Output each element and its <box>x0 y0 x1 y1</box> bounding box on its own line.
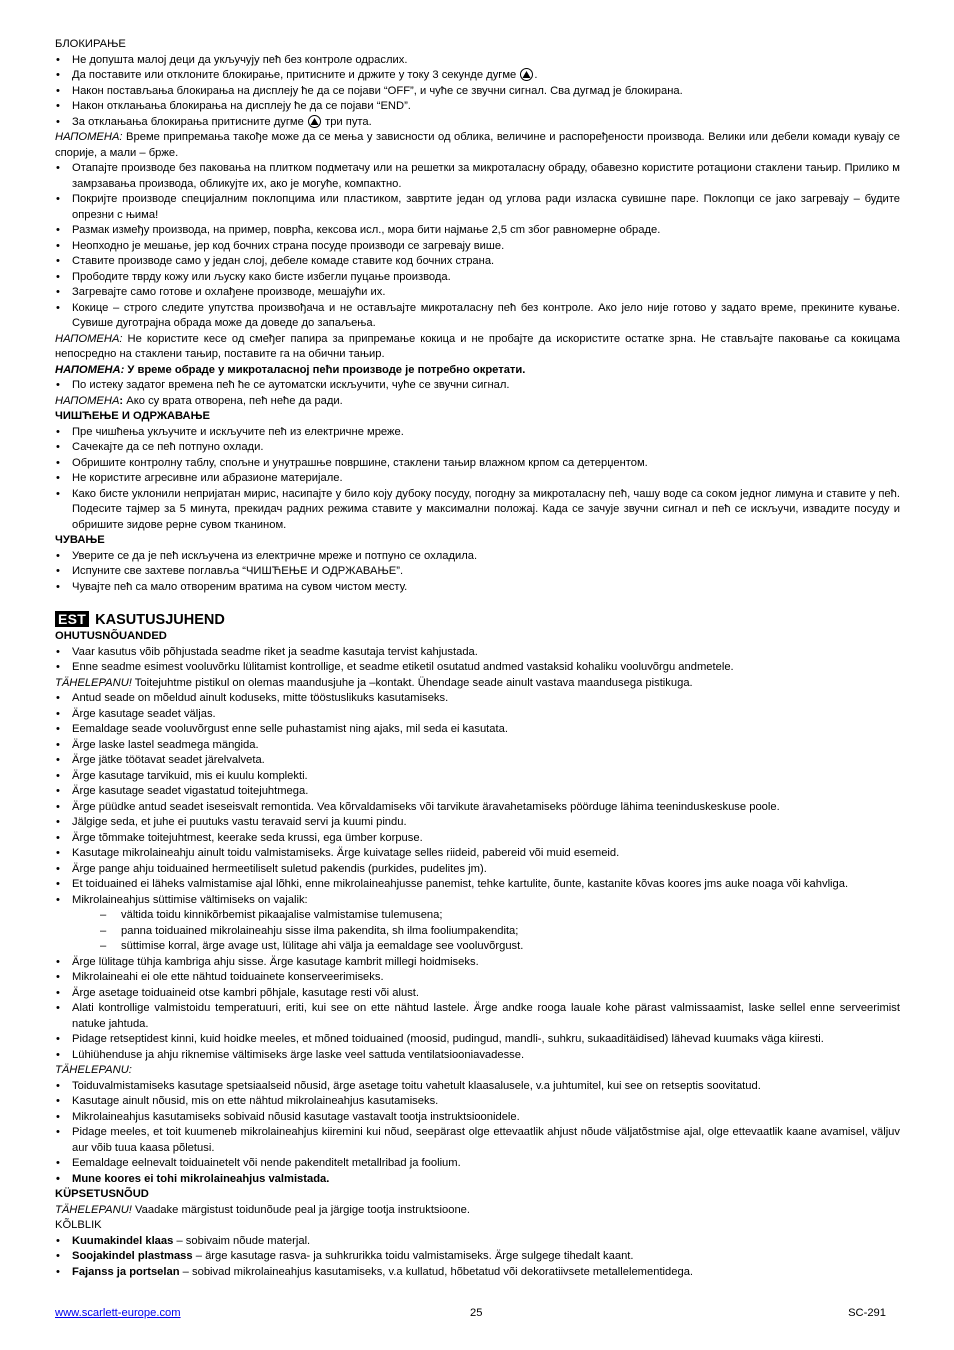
list-item: • Lühiühenduse ja ahju riknemise vältimiseks ärge laske veel sattuda ventilatsiooniavadesse. <box>55 1048 900 1064</box>
list-item: • Ärge tõmmake toitejuhtmest, keerake seda krussi, ega ümber korpuse. <box>55 831 900 847</box>
list-item: • Alati kontrollige valmistoidu temperatuuri, eriti, kui see on ette nähtud lastele. Ärge andke rooga lauale kohe pärast valmissaamist, laske sellel enne serveerimist natuke jahtuda. <box>55 1001 900 1032</box>
lock-heading: БЛОКИРАЊЕ <box>55 38 126 50</box>
list-item: • Jälgige seda, et juhe ei puutuks vastu teravaid servi ja kuumi pindu. <box>55 815 900 831</box>
list-item: • Ärge kasutage seadet väljas. <box>55 707 900 723</box>
list-item: • Antud seade on mõeldud ainult koduseks, mitte tööstuslikuks kasutamiseks. <box>55 691 900 707</box>
list-item: • Kasutage mikrolaineahju ainult toidu valmistamiseks. Ärge kuivatage selles riideid, pabereid või muid esemeid. <box>55 846 900 862</box>
clean-heading: ЧИШЋЕЊЕ И ОДРЖАВАЊЕ <box>55 410 210 422</box>
manual-title: KASUTUSJUHEND <box>95 612 225 628</box>
list-item: • Ärge kasutage tarvikuid, mis ei kuulu komplekti. <box>55 769 900 785</box>
website-link[interactable]: www.scarlett-europe.com <box>55 1307 181 1319</box>
clean-list <box>55 425 900 534</box>
list-item: • Након отклањања блокирања на дисплеју ће да се појави “END”. <box>55 99 900 115</box>
safety-heading: OHUTUSNÕUANDED <box>55 630 167 642</box>
timer-list <box>55 378 900 394</box>
list-item: • Отапајте производе без паковања на плитком подметачу или на решетки за микроталасну обраду, обавезно користите ротациони стаклени тањир. Прилико м замрзавања производа, обликујте их, ако је могуће, компактно. <box>55 161 900 192</box>
list-item: • Чувајте пећ са мало отвореним вратима на сувом чистом месту. <box>55 580 900 596</box>
list-item: • Vaar kasutus võib põhjustada seadme riket ja seadme kasutaja tervist kahjustada. <box>55 645 900 661</box>
list-item: • Ärge püüdke antud seadet iseseisvalt remontida. Vea kõrvaldamiseks või tarvikute äravahetamiseks pöörduge lähima teeninduskeskuse poole. <box>55 800 900 816</box>
section-title <box>55 611 900 629</box>
attention-list <box>55 1079 900 1188</box>
sub-list-item: – vältida toidu kinnikõrbemist pikaajalise valmistamise tulemusena; <box>72 908 900 924</box>
list-item: • По истеку задатог времена пећ ће се аутоматски искључити, чуће се звучни сигнал. <box>55 378 900 394</box>
list-item: • Enne seadme esimest vooluvõrku lülitamist kontrollige, et seadme etiketil osutatud andmed vastaksid kohaliku vooluvõrgu andmetele. <box>55 660 900 676</box>
list-item: • Mikrolaineahjus kasutamiseks sobivaid nõusid kasutage vastavalt tootja instruktsioonidele. <box>55 1110 900 1126</box>
list-item: • За отклањања блокирања притисните дугме три пута. <box>55 115 900 131</box>
list-item: • Ärge laske lastel seadmega mängida. <box>55 738 900 754</box>
storage-list <box>55 549 900 596</box>
lock-list <box>55 53 900 131</box>
list-item: • Toiduvalmistamiseks kasutage spetsiaalseid nõusid, ärge asetage toitu vahetult klaasalusele, v.a juhtumitel, kui see on retseptis soovitatud. <box>55 1079 900 1095</box>
list-item: • Обришите контролну таблу, спољне и унутрашње површине, стаклени тањир влажном крпом са детерџентом. <box>55 456 900 472</box>
list-item: • Et toiduained ei läheks valmistamise ajal lõhki, enne mikrolaineahjusse panemist, tehke kartulite, õunte, kastanite kõvas koores jms auke noaga või kahvliga. <box>55 877 900 893</box>
tips-list <box>55 161 900 332</box>
cookware-heading: KÜPSETUSNÕUD <box>55 1188 149 1200</box>
list-item: • Ärge pange ahju toiduained hermeetiliselt suletud pakendis (purkides, pudelites jm). <box>55 862 900 878</box>
list-item: • Kasutage ainult nõusid, mis on ette nähtud mikrolaineahjus kasutamiseks. <box>55 1094 900 1110</box>
list-item: • Након постављања блокирања на дисплеју ће да се појави “OFF”, и чуће се звучни сигнал. Сва дугмад је блокирана. <box>55 84 900 100</box>
note-paragraph: НАПОМЕНА: У време обраде у микроталасној пећи производе је потребно окретати. <box>55 363 526 376</box>
list-item: • Ставите производе само у један слој, дебеле комаде ставите код бочних страна. <box>55 254 900 270</box>
list-item: • Да поставите или отклоните блокирање, притисните и држите у току 3 секунде дугме . <box>55 68 900 84</box>
list-item: • Pidage retseptidest kinni, kuid hoidke meeles, et mõned toiduained (moosid, pudingud, mandli-, suhkru, sukaaditäidised) lähevad kuumaks väga kiiresti. <box>55 1032 900 1048</box>
safety-list <box>55 645 900 676</box>
suitable-list <box>55 1234 900 1281</box>
list-item: • Eemaldage eelnevalt toiduainetelt või nende pakenditelt metallribad ja foolium. <box>55 1156 900 1172</box>
list-item: • Eemaldage seade vooluvõrgust enne selle puhastamist ning ajaks, mil seda ei kasutata. <box>55 722 900 738</box>
note-paragraph: НАПОМЕНА: Не користите кесе од смеђег папира за припремање кокица и не пробајте да искористите остатке зрна. Не стављајте паковање са кокицама непосредно на стаклени тањир, поставите га на обични тањир. <box>55 332 900 360</box>
page-number: 25 <box>470 1307 483 1319</box>
list-item: • Неопходно је мешање, јер код бочних страна посуде производи се загревају више. <box>55 239 900 255</box>
suitable-heading: KÕLBLIK <box>55 1219 102 1231</box>
storage-heading: ЧУВАЊЕ <box>55 534 105 546</box>
list-item: • Како бисте уклонили непријатан мирис, насипајте у било коју дубоку посуду, погодну за микроталасну пећ, чашу воде са соком једног лимуна и ставите у пећ. Подесите тајмер за 5 минута, прекидач радних режима ставите у максимални положај. Када се зачује звучни сигнал и пећ се искључи, извадите посуду и обришите зидове рерне сувом тканином. <box>55 487 900 534</box>
list-item: • Ärge asetage toiduaineid otse kambri põhjale, kasutage resti või alust. <box>55 986 900 1002</box>
list-item: • Ärge jätke töötavat seadet järelvalveta. <box>55 753 900 769</box>
list-item: • Mune koores ei tohi mikrolaineahjus valmistada. <box>55 1172 900 1188</box>
list-item: • Уверите се да је пећ искључена из електричне мреже и потпуно се охладила. <box>55 549 900 565</box>
model-number: SC-291 <box>848 1307 886 1319</box>
list-item: • Не користите агресивне или абразионе материјале. <box>55 471 900 487</box>
sub-list-item: – panna toiduained mikrolaineahju sisse ilma pakendita, sh ilma fooliumpakendita; <box>72 924 900 940</box>
sub-list <box>72 908 900 955</box>
attention-label: TÄHELEPANU: <box>55 1064 132 1076</box>
list-item: • Сачекајте да се пећ потпуно охлади. <box>55 440 900 456</box>
list-item: • Mikrolaineahjus süttimise vältimiseks on vajalik: – vältida toidu kinnikõrbemist pikaajalise valmistamise tulemusena; – panna toiduained mikrolaineahju sisse ilma pakendita, sh ilma fooliumpakendita; – süttimise korral, ärge avage ust, lülitage ahi välja ja eemaldage see vooluvõrgust. <box>55 893 900 955</box>
list-item: • Kuumakindel klaas – sobivaim nõude materjal. <box>55 1234 900 1250</box>
list-item: • Загревајте само готове и охлађене производе, мешајући их. <box>55 285 900 301</box>
attention-paragraph: TÄHELEPANU! Toitejuhtme pistikul on olemas maandusjuhe ja –kontakt. Ühendage seade ainult vastava maandusega pistikuga. <box>55 676 693 689</box>
list-item: • Размак између производа, на пример, поврћа, кексова исл., мора бити најмање 2,5 cm због равномерне обраде. <box>55 223 900 239</box>
list-item: • Испуните све захтеве поглавља “ЧИШЋЕЊЕ И ОДРЖАВАЊЕ”. <box>55 564 900 580</box>
list-item: • Пре чишћења укључите и искључите пећ из електричне мреже. <box>55 425 900 441</box>
list-item: • Прободите тврду кожу или љуску како бисте избегли пуцање производа. <box>55 270 900 286</box>
list-item: • Ärge lülitage tühja kambriga ahju sisse. Ärge kasutage kambrit millegi hoidmiseks. <box>55 955 900 971</box>
note-paragraph: НАПОМЕНА: Ако су врата отворена, пећ неће да ради. <box>55 394 343 407</box>
list-item: • Mikrolaineahi ei ole ette nähtud toiduainete konserveerimiseks. <box>55 970 900 986</box>
document-page <box>55 37 900 1280</box>
language-badge: EST <box>55 611 89 627</box>
list-item: • Pidage meeles, et toit kuumeneb mikrolaineahjus kiiremini kui nõud, seepärast olge ettevaatlik ahjust nõude väljatõstmise ajal, olge ettevaatlik kaane avamisel, väljuv aur võib tuua kaasa põletusi. <box>55 1125 900 1156</box>
list-item: • Кокице – строго следите упутства произвођача и не остављајте микроталасну пећ без контроле. Ако јело није готово у задато време, прекините кување. Сувише дуготрајна обрада може да доведе до запаљења. <box>55 301 900 332</box>
attention-paragraph: TÄHELEPANU! Vaadake märgistust toidunõude peal ja järgige tootja instruktsioone. <box>55 1203 471 1216</box>
sub-list-item: – süttimise korral, ärge avage ust, lülitage ahi välja ja eemaldage see vooluvõrgust. <box>72 939 900 955</box>
triangle-up-button-icon <box>520 68 533 81</box>
triangle-up-button-icon <box>308 115 321 128</box>
note-paragraph: НАПОМЕНА: Време припремања такође може да се мења у зависности од облика, величине и распоређености производа. Велики или дебели комади кувају се спорије, а мали – брже. <box>55 131 900 159</box>
page-footer <box>55 1307 886 1323</box>
list-item: • Ärge kasutage seadet vigastatud toitejuhtmega. <box>55 784 900 800</box>
list-item: • Fajanss ja portselan – sobivad mikrolaineahjus kasutamiseks, v.a kullatud, hõbetatud või dekoratiivsete metallelementidega. <box>55 1265 900 1281</box>
list-item: • Покријте производе специјалним поклопцима или пластиком, завртите један од углова ради изласка сувишне паре. Поклопци се јако загревају – будите опрезни с њима! <box>55 192 900 223</box>
safety-list <box>55 691 900 1063</box>
list-item: • Не допушта малој деци да укључују пећ без контроле одраслих. <box>55 53 900 69</box>
list-item: • Soojakindel plastmass – ärge kasutage rasva- ja suhkrurikka toidu valmistamiseks. Ärge sulgege tihedalt kaant. <box>55 1249 900 1265</box>
